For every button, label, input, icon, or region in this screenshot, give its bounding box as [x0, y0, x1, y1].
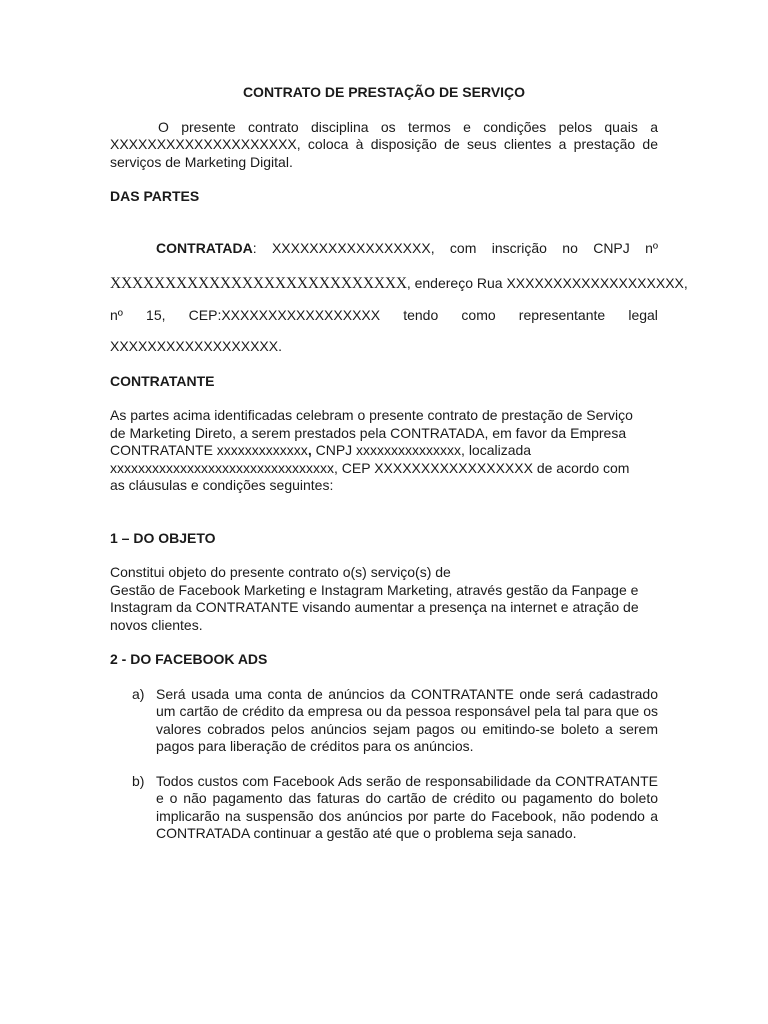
- document-title: CONTRATO DE PRESTAÇÃO DE SERVIÇO: [242, 84, 526, 100]
- section1-line: Constitui objeto do presente contrato o(s) serviço(s) de: [110, 564, 451, 580]
- contratada-line: [110, 223, 658, 276]
- intro-line: serviços de Marketing Digital.: [110, 153, 293, 170]
- cep-value: CEP:XXXXXXXXXXXXXXXXX: [188, 306, 381, 323]
- word: tendo: [403, 306, 439, 323]
- section1-line: Gestão de Facebook Marketing e Instagram Marketing, através gestão da Fanpage e: [110, 581, 639, 598]
- contratante-line: [110, 442, 658, 460]
- parties-heading: DAS PARTES: [110, 188, 200, 204]
- contratada-text: : XXXXXXXXXXXXXXXXX, com inscrição no CNPJ nº: [252, 240, 659, 256]
- contratante-name: CONTRATANTE xxxxxxxxxxxxx: [110, 442, 308, 458]
- contratante-cnpj: CNPJ xxxxxxxxxxxxxxx, localizada: [311, 442, 532, 458]
- intro-paragraph: [110, 119, 658, 172]
- contratada-line: [110, 307, 658, 325]
- word: representante: [518, 306, 606, 323]
- contratante-line: As partes acima identificadas celebram o presente contrato de prestação de Serviço: [110, 407, 633, 423]
- list-item: [110, 773, 658, 843]
- address-text: , endereço Rua XXXXXXXXXXXXXXXXXXX,: [406, 275, 688, 291]
- section1-line: Instagram da CONTRATANTE visando aumentar a presença na internet e atração de: [110, 599, 639, 615]
- intro-line: O presente contrato disciplina os termos e condições pelos quais a: [158, 118, 658, 135]
- contratante-line: as cláusulas e condições seguintes:: [110, 477, 334, 493]
- word: 15,: [146, 306, 166, 323]
- contratante-paragraph: [110, 407, 658, 495]
- word: como: [461, 306, 496, 323]
- list-item-text: Será usada uma conta de anúncios da CONTRATANTE onde será cadastrado um cartão de crédito da empresa ou da pessoa responsável pela tal para que os valores cobrados pelos anúncios sejam pagos ou emitindo-se boleto a serem pagos para liberação de créditos para os anúncios.: [156, 685, 658, 754]
- contratada-label: CONTRATADA: [156, 240, 253, 256]
- section2-heading: 2 - DO FACEBOOK ADS: [110, 651, 268, 667]
- word: legal: [628, 306, 658, 323]
- contratada-line: [110, 275, 688, 293]
- contract-page: [110, 84, 688, 843]
- section1-heading: 1 – DO OBJETO: [110, 529, 216, 546]
- list-marker: a): [132, 685, 145, 702]
- comma: ,: [307, 442, 312, 458]
- intro-line: XXXXXXXXXXXXXXXXXXXX, coloca à disposição de seus clientes a prestação de: [110, 136, 658, 152]
- cnpj-value: XXXXXXXXXXXXXXXXXXXXXXXXXXX: [110, 275, 407, 292]
- list-item-text: Todos custos com Facebook Ads serão de responsabilidade da CONTRATANTE e o não pagamento das faturas do cartão de crédito ou pagamento do boleto implicarão na suspensão dos anúncios por parte do Facebook, não podendo a CONTRATADA continuar a gestão até que o problema seja sanado.: [156, 772, 658, 841]
- list-marker: b): [132, 772, 145, 789]
- contratante-line: de Marketing Direto, a serem prestados pela CONTRATADA, em favor da Empresa: [110, 424, 627, 441]
- section1-line: novos clientes.: [110, 616, 203, 633]
- section1-paragraph: [110, 564, 658, 634]
- word: nº: [110, 306, 123, 323]
- contratante-heading: CONTRATANTE: [110, 372, 215, 389]
- contratante-line: xxxxxxxxxxxxxxxxxxxxxxxxxxxxxxxx, CEP XXXXXXXXXXXXXXXXX de acordo com: [110, 459, 630, 476]
- list-item: [110, 686, 658, 756]
- contratada-paragraph: [110, 223, 688, 356]
- representative-value: XXXXXXXXXXXXXXXXXX.: [110, 338, 282, 354]
